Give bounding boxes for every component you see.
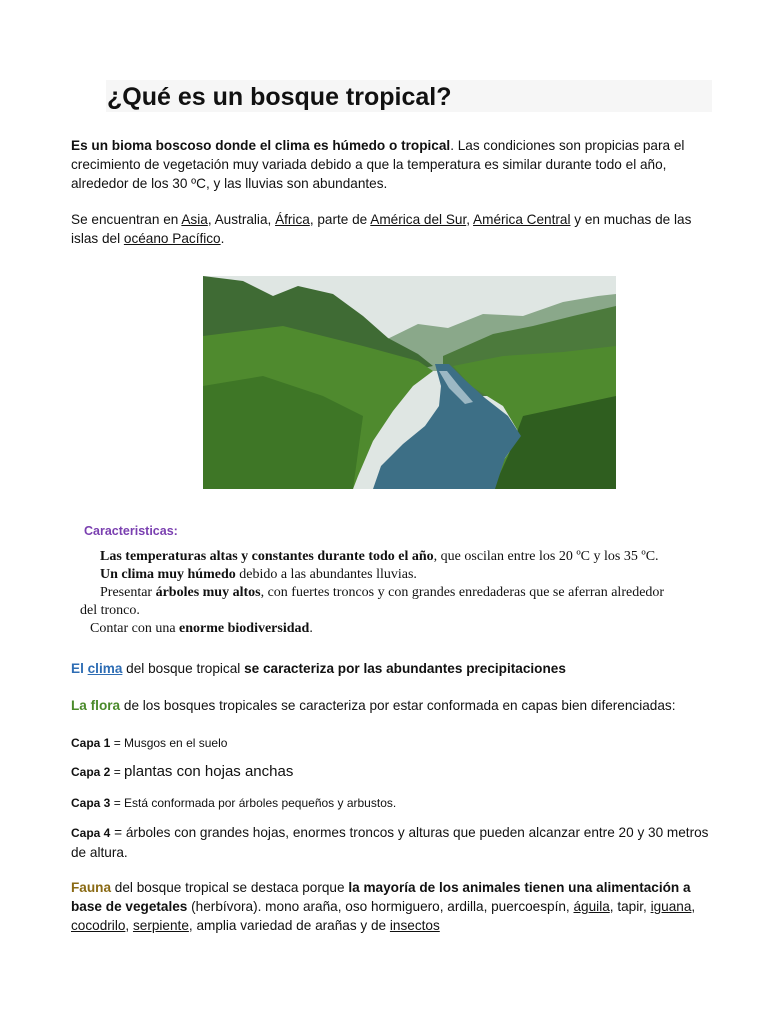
link-africa[interactable]: África — [275, 212, 310, 227]
item-bold: Las temperaturas altas y constantes durante todo el año — [100, 549, 434, 564]
capa-label: Capa 2 — [71, 765, 111, 779]
clima-el: El — [71, 661, 84, 676]
link-oceano-pacifico[interactable]: océano Pacífico — [123, 231, 221, 246]
item-text: Presentar — [100, 585, 156, 600]
location-text: , Australia, — [207, 212, 276, 227]
capa-label: Capa 4 — [71, 826, 111, 840]
item-text: debido a las abundantes lluvias. — [235, 567, 417, 582]
fauna-paragraph — [71, 878, 721, 935]
fauna-text: , amplia variedad de arañas y de — [188, 918, 390, 933]
intro-paragraph — [71, 136, 711, 193]
characteristics-title: Caracteristicas: — [84, 524, 178, 538]
item-text: Contar con una — [90, 621, 180, 636]
item-bold: árboles muy altos — [155, 585, 261, 600]
capa-label: Capa 3 — [71, 796, 111, 810]
list-item — [71, 584, 731, 602]
link-asia[interactable]: Asia — [181, 212, 208, 227]
location-paragraph — [71, 210, 711, 248]
link-serpiente[interactable]: serpiente — [132, 918, 189, 933]
intro-rest: . Las condiciones son propicias para el crecimiento de vegetación muy variada debido a que la temperatura es similar durante todo el año, alrededor de los 30 ºC, y las lluvias son abundantes. — [71, 138, 685, 191]
item-text: , que oscilan entre los 20 ºC y los 35 ºC. — [433, 549, 659, 564]
location-text: y en muchas de las islas del — [71, 212, 692, 246]
characteristics-list — [71, 548, 731, 638]
clima-line — [71, 659, 721, 678]
tropical-forest-river-image — [203, 276, 616, 489]
link-iguana[interactable]: iguana — [650, 899, 692, 914]
flora-line — [71, 696, 721, 715]
flora-label: La flora — [71, 698, 121, 713]
item-bold: Un clima muy húmedo — [100, 567, 236, 582]
fauna-label: Fauna — [71, 880, 112, 895]
item-text: . — [309, 621, 313, 636]
location-text: Se encuentran en — [71, 212, 182, 227]
link-clima[interactable]: clima — [87, 661, 123, 676]
fauna-text: del bosque tropical se destaca porque — [111, 880, 349, 895]
fauna-bold: la mayoría de los animales tienen una alimentación a base de vegetales — [71, 880, 691, 914]
page-title: ¿Qué es un bosque tropical? — [107, 83, 452, 111]
link-cocodrilo[interactable]: cocodrilo — [71, 918, 126, 933]
link-insectos[interactable]: insectos — [389, 918, 440, 933]
capa-text: = árboles con grandes hojas, enormes troncos y alturas que pueden alcanzar entre 20 y 30 metros de altura. — [71, 825, 709, 860]
capa-label: Capa 1 — [71, 736, 111, 750]
list-item — [71, 620, 731, 638]
item-bold: enorme biodiversidad — [179, 621, 310, 636]
link-america-central[interactable]: América Central — [473, 212, 571, 227]
fauna-text: , tapir, — [609, 899, 651, 914]
list-item — [71, 548, 731, 566]
capa-text: = Musgos en el suelo — [110, 736, 228, 750]
flora-text: de los bosques tropicales se caracteriza por estar conformada en capas bien diferenciadas: — [120, 698, 676, 713]
fauna-text: , — [691, 899, 696, 914]
location-text: , parte de — [309, 212, 371, 227]
location-text: , — [466, 212, 474, 227]
item-text: , con fuertes troncos y con grandes enredaderas que se aferran alrededor — [260, 585, 665, 600]
clima-bold: se caracteriza por las abundantes precipitaciones — [244, 661, 566, 676]
capa-3 — [71, 794, 396, 812]
link-aguila[interactable]: águila — [573, 899, 610, 914]
capa-2 — [71, 763, 293, 781]
capa-4 — [71, 823, 711, 862]
capa-1 — [71, 734, 227, 752]
capa-text: plantas con hojas anchas — [124, 763, 294, 780]
fauna-text: (herbívora). mono araña, oso hormiguero, ardilla, puercoespín, — [187, 899, 574, 914]
fauna-text: , — [125, 918, 133, 933]
clima-text: del bosque tropical — [122, 661, 245, 676]
location-text: . — [220, 231, 225, 246]
intro-bold: Es un bioma boscoso donde el clima es húmedo o tropical — [71, 138, 451, 153]
list-item-continuation: del tronco. — [80, 603, 140, 618]
capa-eq: = — [110, 765, 125, 779]
link-america-del-sur[interactable]: América del Sur — [370, 212, 467, 227]
capa-text: = Está conformada por árboles pequeños y arbustos. — [110, 796, 397, 810]
list-item — [71, 566, 731, 584]
